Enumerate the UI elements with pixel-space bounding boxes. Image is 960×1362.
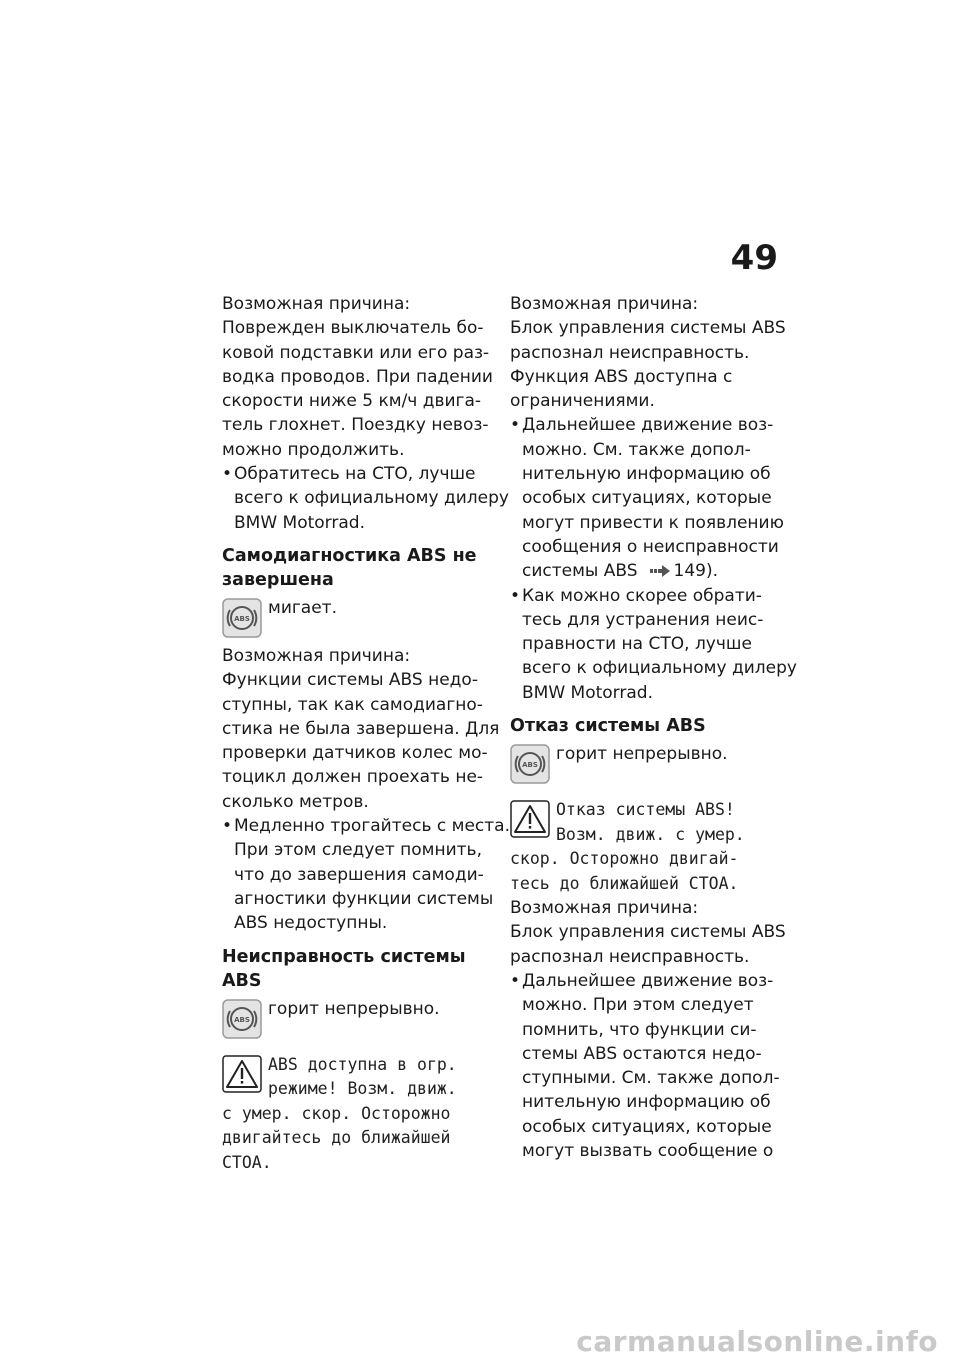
bullet-line: BMW Motorrad. xyxy=(522,682,653,703)
bullet-line-with-ref xyxy=(522,559,780,583)
bullet-line: тесь для устранения неис- xyxy=(522,609,764,630)
section-heading-abs-failure: Отказ системы ABS xyxy=(510,716,706,737)
text-line: сколько метров. xyxy=(222,791,369,812)
indicator-text: горит непрерывно. xyxy=(556,744,728,765)
text-line: распознал неисправность. xyxy=(510,946,750,967)
text-line: ограничениями. xyxy=(510,391,655,412)
bullet-line: помнить, что функции си- xyxy=(522,1019,757,1040)
text-line: стика не была завершена. Для xyxy=(222,718,500,739)
indicator-row xyxy=(510,742,780,790)
text-line: тель глохнет. Поездку невоз- xyxy=(222,415,489,436)
display-line: двигайтесь до ближайшей xyxy=(222,1128,451,1148)
svg-text:ABS: ABS xyxy=(234,614,250,623)
bullet-icon: • xyxy=(222,816,233,837)
display-line: ABS доступна в огр. xyxy=(268,1054,457,1074)
cause-block-failure xyxy=(510,896,786,1163)
bullet-line: стемы ABS остаются недо- xyxy=(522,1043,762,1064)
bullet-line: нительную информацию об xyxy=(522,1092,771,1113)
bullet-line: могут привести к появлению xyxy=(522,512,784,533)
bullet-text: системы ABS xyxy=(522,561,638,582)
bullet-icon: • xyxy=(510,970,521,991)
right-column xyxy=(510,292,797,1163)
heading-line: завершена xyxy=(222,569,334,590)
bullet-line: Обратитесь на СТО, лучше xyxy=(234,464,476,485)
cause-label: Возможная причина: xyxy=(222,645,411,666)
cause-label: Возможная причина: xyxy=(510,294,699,314)
display-line: скор. Осторожно двигай- xyxy=(510,849,739,869)
bullet-item xyxy=(222,814,510,935)
page-ref-link[interactable]: 149). xyxy=(673,561,719,582)
display-line: режиме! Возм. движ. xyxy=(268,1079,457,1099)
bullet-line: агностики функции системы xyxy=(234,888,494,909)
heading-line: Самодиагностика ABS не xyxy=(222,545,477,566)
bullet-line: Дальнейшее движение воз- xyxy=(522,415,774,436)
bullet-line: Как можно скорее обрати- xyxy=(522,585,762,606)
text-line: проверки датчиков колес мо- xyxy=(222,743,488,764)
section-heading-abs-fault xyxy=(222,945,494,993)
watermark-url[interactable]: carmanualsonline.info xyxy=(576,1325,938,1358)
bullet-item xyxy=(510,584,797,705)
bullet-line: правности на СТО, лучше xyxy=(522,634,752,655)
page-reference-arrow-icon[interactable] xyxy=(650,565,670,577)
bullet-line: что до завершения самоди- xyxy=(234,864,484,885)
bullet-line: сообщения о неисправности xyxy=(522,536,779,557)
text-line: ковой подставки или его раз- xyxy=(222,342,490,363)
bullet-line: можно. См. также допол- xyxy=(522,439,751,460)
svg-text:ABS: ABS xyxy=(234,1015,250,1024)
bullet-line: При этом следует помнить, xyxy=(234,840,482,861)
indicator-text: мигает. xyxy=(268,597,337,618)
cause-block-side-stand xyxy=(222,292,509,535)
bullet-line: можно. При этом следует xyxy=(522,995,754,1016)
text-line: скорости ниже 5 км/ч двига- xyxy=(222,391,482,412)
display-line: Возм. движ. с умер. xyxy=(556,824,745,844)
cause-label: Возможная причина: xyxy=(510,898,699,919)
bullet-line: Медленно трогайтесь с места. xyxy=(234,816,510,837)
display-line: СТОА. xyxy=(222,1152,272,1172)
bullet-line: всего к официальному дилеру xyxy=(522,658,797,679)
text-line: Функции системы ABS недо- xyxy=(222,670,478,691)
text-line: распознал неисправность. xyxy=(510,342,750,363)
abs-warning-icon xyxy=(222,999,262,1039)
svg-text:ABS: ABS xyxy=(522,761,538,770)
bullet-line: BMW Motorrad. xyxy=(234,512,365,533)
cause-block-control-unit xyxy=(510,292,797,705)
indicator-text: горит непрерывно. xyxy=(268,998,440,1019)
cause-label: Возможная причина: xyxy=(222,294,411,314)
warning-triangle-icon xyxy=(510,800,550,838)
bullet-line: Дальнейшее движение воз- xyxy=(522,970,774,991)
bullet-line: всего к официальному дилеру xyxy=(234,488,509,509)
display-message xyxy=(222,1053,494,1176)
warning-triangle-icon xyxy=(222,1055,262,1093)
abs-warning-icon xyxy=(222,598,262,638)
display-message xyxy=(510,798,780,896)
bullet-item xyxy=(510,413,784,583)
bullet-icon: • xyxy=(222,464,233,485)
heading-line: Неисправность системы xyxy=(222,946,466,967)
bullet-line: нительную информацию об xyxy=(522,464,771,485)
text-line: Блок управления системы ABS xyxy=(510,318,786,339)
cause-block-selfdiag xyxy=(222,644,510,936)
abs-warning-icon xyxy=(510,744,550,784)
text-line: водка проводов. При падении xyxy=(222,366,493,387)
bullet-line: ступными. См. также допол- xyxy=(522,1068,780,1089)
text-line: Функция ABS доступна с xyxy=(510,366,733,387)
left-column xyxy=(222,292,510,1175)
bullet-line: особых ситуациях, которые xyxy=(522,488,772,509)
text-line: тоцикл должен проехать не- xyxy=(222,767,484,788)
text-line: ступны, так как самодиагно- xyxy=(222,694,483,715)
indicator-row xyxy=(222,997,494,1045)
bullet-line: особых ситуациях, которые xyxy=(522,1116,772,1137)
bullet-item xyxy=(222,462,509,535)
bullet-item xyxy=(510,969,780,1163)
text-line: Поврежден выключатель бо- xyxy=(222,318,484,339)
bullet-line: могут вызвать сообщение о xyxy=(522,1141,774,1162)
text-line: Блок управления системы ABS xyxy=(510,922,786,943)
heading-line: ABS xyxy=(222,970,262,991)
display-line: с умер. скор. Осторожно xyxy=(222,1103,451,1123)
page-number: 49 xyxy=(730,238,778,278)
bullet-icon: • xyxy=(510,585,521,606)
section-heading-selfdiag xyxy=(222,544,494,592)
text-line: можно продолжить. xyxy=(222,439,405,460)
display-line: Отказ системы ABS! xyxy=(556,800,735,820)
bullet-line: ABS недоступны. xyxy=(234,913,388,934)
indicator-row xyxy=(222,596,494,644)
bullet-icon: • xyxy=(510,415,521,436)
display-line: тесь до ближайшей СТОА. xyxy=(510,873,739,893)
